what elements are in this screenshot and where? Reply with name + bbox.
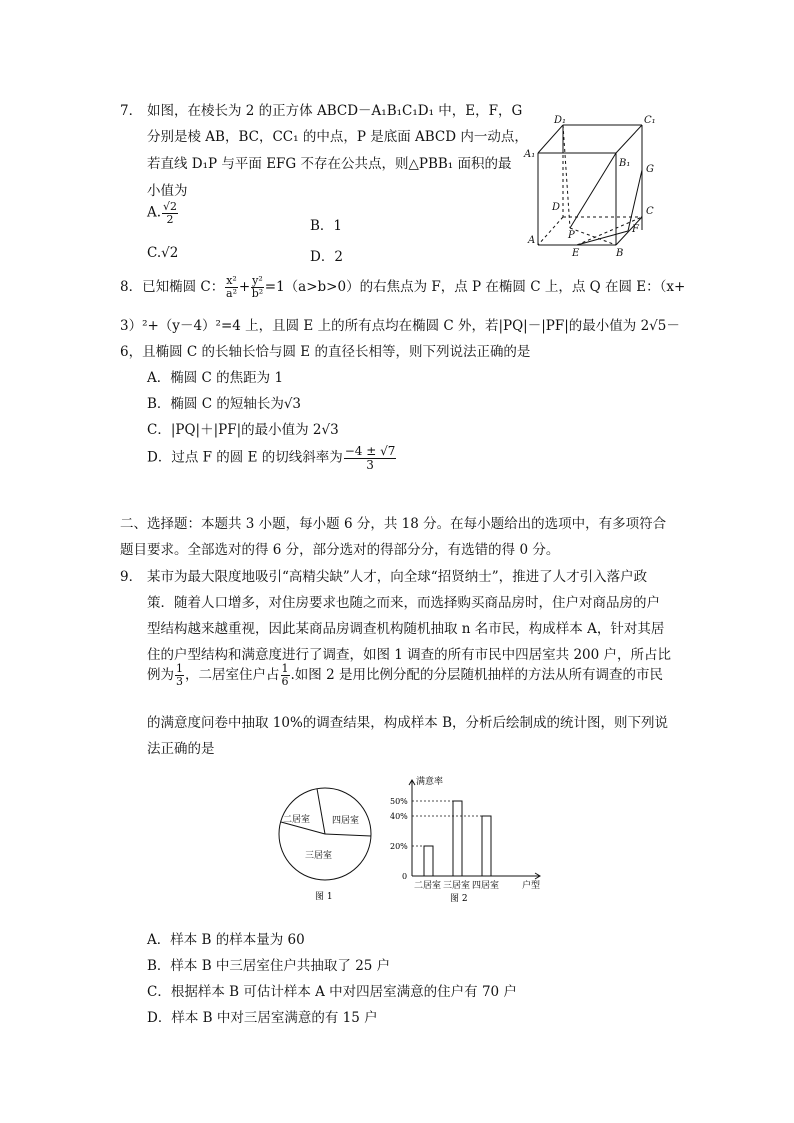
cube-figure xyxy=(520,110,670,260)
q9-number: 9． xyxy=(120,569,143,585)
q8-option-d-text: D．过点 F 的圆 E 的切线斜率为 xyxy=(147,449,343,466)
cube-label-a: A xyxy=(528,235,536,246)
fig2-x-label: 户型 xyxy=(522,881,541,891)
fig2-y-label: 满意率 xyxy=(416,777,444,787)
q7-line1: 如图，在棱长为 2 的正方体 ABCD－A₁B₁C₁D₁ 中，E，F，G xyxy=(147,103,523,119)
fig1-divider-1 xyxy=(317,789,325,834)
fig2-y-tick-label: 20% xyxy=(390,842,408,851)
q9-line5 xyxy=(147,663,663,688)
q7-option-a-label: A. xyxy=(147,204,162,221)
q8-option-d-denominator: 3 xyxy=(366,457,374,472)
q9-frac1-num: 1 xyxy=(176,662,183,676)
cube-label-d: D xyxy=(552,202,561,213)
q9-line5c: .如图 2 是用比例分配的分层随机抽样的方法从所有调查的市民 xyxy=(290,667,663,683)
q8-a2: a² xyxy=(226,287,238,300)
fig1-caption: 图 1 xyxy=(315,892,333,902)
q8-option-d xyxy=(147,445,397,471)
q7-option-c-label: C. xyxy=(147,245,162,261)
q8-x2: x² xyxy=(226,274,237,288)
q7-option-d: D．2 xyxy=(310,249,343,265)
q7-option-b: B．1 xyxy=(310,218,343,234)
q9-option-c: C．根据样本 B 可估计样本 A 中对四居室满意的住户有 70 户 xyxy=(147,984,517,1000)
q9-frac2-num: 1 xyxy=(281,662,289,676)
fig1-label-sanjushi: 三居室 xyxy=(305,851,333,861)
q8-b2: b² xyxy=(251,287,264,300)
q9-line6: 的满意度问卷中抽取 10%的调查结果，构成样本 B，分析后绘制成的统计图，则下列说 xyxy=(147,715,669,731)
q7-option-a-denominator: 2 xyxy=(166,212,174,226)
fig2-category-label: 三居室 xyxy=(443,881,471,891)
q8-number: 8． xyxy=(120,279,143,295)
fig1-divider-3 xyxy=(325,834,371,836)
cube-label-b: B xyxy=(616,248,624,259)
section2-line1: 二、选择题：本题共 3 小题，每小题 6 分，共 18 分。在每小题给出的选项中，有多项符合 xyxy=(120,516,667,532)
cube-label-e: E xyxy=(572,248,580,259)
q8-y2: y² xyxy=(252,274,263,288)
fig2-y-tick-label: 50% xyxy=(390,797,408,806)
q8-option-b: B．椭圆 C 的短轴长为√3 xyxy=(147,396,302,412)
q7-line4: 小值为 xyxy=(147,183,188,199)
fig2-bar xyxy=(453,801,462,876)
q9-line3: 型结构越来越重视，因此某商品房调查机构随机抽取 n 名市民，构成样本 A，针对其居 xyxy=(147,621,665,637)
fig1-label-erjushi: 二居室 xyxy=(283,815,311,825)
q9-line5b: ，二居室住户占 xyxy=(185,667,280,683)
q8-stem-a: 已知椭圆 C： xyxy=(142,279,225,295)
cube-label-a1: A₁ xyxy=(524,149,536,160)
q9-line7: 法正确的是 xyxy=(147,741,215,757)
q9-option-d: D．样本 B 中对三居室满意的有 15 户 xyxy=(147,1010,378,1026)
cube-label-p: P xyxy=(568,230,575,241)
fig2-bar xyxy=(482,816,491,876)
cube-label-b1: B₁ xyxy=(619,158,631,169)
q9-line1: 某市为最大限度地吸引“高精尖缺”人才，向全球“招贤纳士”，推进了人才引入落户政 xyxy=(147,569,648,585)
q8-option-c: C．|PQ|＋|PF|的最小值为 2√3 xyxy=(147,422,339,438)
q8-stem-b: =1（a>b>0）的右焦点为 F，点 P 在椭圆 C 上，点 Q 在圆 E：（x+ xyxy=(264,279,686,295)
fig2-bar xyxy=(424,846,433,876)
q9-line2: 策．随着人口增多，对住房要求也随之而来，而选择购买商品房时，住户对商品房的户 xyxy=(147,595,660,611)
cube-label-c1: C₁ xyxy=(644,115,656,126)
q7-option-c-value: √2 xyxy=(161,245,179,261)
q8-option-d-numerator: −4 ± √7 xyxy=(344,444,396,458)
q9-option-b: B．样本 B 中三居室住户共抽取了 25 户 xyxy=(147,958,391,974)
cube-label-f: F xyxy=(632,224,639,235)
q7-option-c xyxy=(147,245,178,261)
q9-option-a: A．样本 B 的样本量为 60 xyxy=(147,932,305,948)
fig1-label-sijushi: 四居室 xyxy=(332,816,360,826)
fig2-y-tick-label: 40% xyxy=(390,812,408,821)
fig2-category-label: 二居室 xyxy=(414,881,442,891)
cube-label-d1: D₁ xyxy=(554,115,567,126)
q8-line2: 3）²+（y－4）²=4 上，且圆 E 上的所有点均在椭圆 C 外，若|PQ|－|PF|的最小值为 2√5－ xyxy=(120,318,680,334)
q9-frac2-den: 6 xyxy=(281,675,289,688)
q7-line2: 分别是棱 AB，BC，CC₁ 的中点，P 是底面 ABCD 内一动点， xyxy=(147,129,528,145)
q8-option-a: A．椭圆 C 的焦距为 1 xyxy=(147,370,284,386)
q9-line4: 住的户型结构和满意度进行了调查，如图 1 调查的所有市民中四居室共 200 户，所占比 xyxy=(147,647,672,663)
q7-number: 7． xyxy=(120,103,143,119)
q7-line3: 若直线 D₁P 与平面 EFG 不存在公共点，则△PBB₁ 面积的最 xyxy=(147,156,512,172)
fig2-category-label: 四居室 xyxy=(472,881,500,891)
q7-option-a xyxy=(147,201,179,225)
fig2-caption: 图 2 xyxy=(450,894,468,904)
q8-line1: 8．已知椭圆 C： $\frac{\text{x²}}{\text{a²}}$ + $\frac{\text{y²}}{\text{b²}}$ =1（a>b>0）的右焦点为 F，点 P 在椭圆 C 上，点 Q 在圆 E：（x+ xyxy=(120,274,686,300)
q9-line5a: 例为 xyxy=(147,667,174,683)
fig1-pie-chart xyxy=(275,786,385,906)
cube-label-g: G xyxy=(646,164,654,175)
q8-line3: 6，且椭圆 C 的长轴长恰与圆 E 的直径长相等，则下列说法正确的是 xyxy=(120,344,531,360)
fig2-bar-chart xyxy=(390,770,550,910)
q7-option-a-numerator: √2 xyxy=(163,200,178,213)
q9-frac1-den: 3 xyxy=(176,675,183,688)
cube-label-c: C xyxy=(646,206,654,217)
section2-line2: 题目要求。全部选对的得 6 分，部分选对的得部分分，有选错的得 0 分。 xyxy=(120,542,560,558)
fig2-y-tick-label: 0 xyxy=(402,872,408,881)
